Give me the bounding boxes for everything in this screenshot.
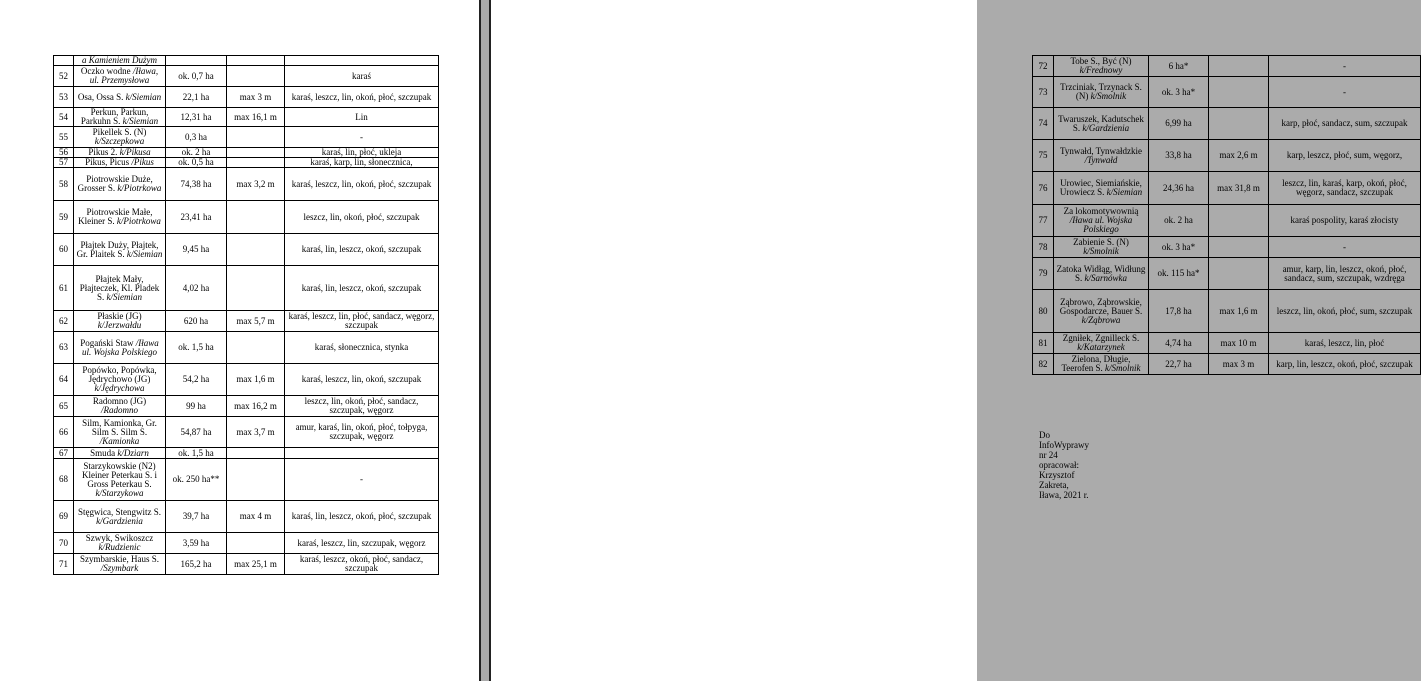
lake-name-cell (1054, 172, 1149, 205)
depth-cell: max 1,6 m (227, 364, 285, 396)
lake-location: /Szymbark (100, 563, 139, 573)
lake-name-cell (74, 533, 166, 554)
fish-species-cell: leszcz, lin, okoń, płoć, szczupak (285, 201, 439, 234)
lake-name: Zatoka Widłąg, Widłung S. (1056, 263, 1146, 283)
table-row (54, 554, 439, 575)
row-number-cell: 63 (54, 332, 74, 364)
fish-species-cell: - (1269, 56, 1421, 77)
table-row (1033, 172, 1421, 205)
depth-cell (1209, 237, 1269, 258)
lake-name: Płaskie (JG) (97, 311, 142, 321)
row-number-cell: 61 (54, 266, 74, 311)
lake-name-cell (1054, 354, 1149, 375)
row-number-cell: 62 (54, 311, 74, 332)
lake-location: k/Sarnówka (1084, 272, 1127, 283)
area-cell: 54,87 ha (166, 417, 227, 448)
depth-cell (1209, 205, 1269, 237)
table-row (54, 148, 439, 158)
table-row (1033, 205, 1421, 237)
depth-cell (1209, 108, 1269, 140)
lake-name: Zgniłek, Zgnilleck S. (1062, 333, 1140, 343)
row-number-cell: 71 (54, 554, 74, 575)
fish-species-cell: leszcz, lin, karaś, karp, okoń, płoć, węgorz, sandacz, szczupak (1269, 172, 1421, 205)
lake-name-cell (74, 168, 166, 201)
area-cell: ok. 3 ha* (1149, 237, 1209, 258)
row-number-cell: 82 (1033, 354, 1054, 375)
lake-location: /Iława, ul. Przemysłowa (89, 66, 159, 85)
table-row (54, 501, 439, 533)
lake-name-cell (1054, 290, 1149, 333)
row-number-cell: 65 (54, 396, 74, 417)
lake-location: k/Siemian (126, 248, 163, 259)
table-row (1033, 237, 1421, 258)
fish-species-cell: - (285, 459, 439, 501)
depth-cell (1209, 77, 1269, 108)
lake-location: k/Ząbrowa (1081, 314, 1121, 325)
table-row (1033, 77, 1421, 108)
fish-species-cell: karaś, lin, płoć, ukleja (285, 148, 439, 158)
table-row (54, 417, 439, 448)
lake-name-cell (1054, 205, 1149, 237)
row-number-cell: 59 (54, 201, 74, 234)
lake-name: Radomno (JG) (92, 396, 147, 406)
fish-species-cell: karaś, leszcz, lin, okoń, płoć, szczupak (285, 168, 439, 201)
lake-name: Twaruszek, Kadutschek S. (1058, 113, 1144, 133)
table-row (54, 364, 439, 396)
row-number-cell: 52 (54, 66, 74, 87)
fish-species-cell: karaś, lin, leszcz, okoń, szczupak (285, 266, 439, 311)
lake-name: Urowiec, Siemiańskie, Urowiecz S. (1059, 178, 1142, 197)
lake-location: k/Szczepkowa (94, 136, 145, 146)
table-row (54, 459, 439, 501)
area-cell: ok. 2 ha (166, 148, 227, 158)
fish-species-cell: karaś, leszcz, lin, okoń, płoć, szczupak (285, 87, 439, 108)
depth-cell (227, 148, 285, 158)
area-cell: 39,7 ha (166, 501, 227, 533)
fish-species-cell: karaś, leszcz, okoń, płoć, sandacz, szczupak (285, 554, 439, 575)
fish-species-cell: leszcz, lin, okoń, płoć, sandacz, szczupak, węgorz (285, 396, 439, 417)
depth-cell: max 16,2 m (227, 396, 285, 417)
lake-name: Pikellek S. (N) (92, 127, 147, 137)
lake-name: Stęgwica, Stengwitz S. (78, 506, 161, 517)
row-number-cell: 74 (1033, 108, 1054, 140)
lake-name-cell (74, 448, 166, 459)
lake-name-cell (1054, 333, 1149, 354)
lake-name-cell (1054, 140, 1149, 172)
lake-name: Płajtek Duży, Płajtek, Gr. Plaitek S. (76, 239, 159, 259)
lake-location: k/Katarzynek (1077, 342, 1125, 352)
lake-location: k/Gardzienia (96, 515, 143, 526)
lake-name-cell (74, 266, 166, 311)
row-number-cell: 60 (54, 234, 74, 266)
fish-species-cell: - (1269, 237, 1421, 258)
depth-cell (227, 56, 285, 66)
lake-location: /Kamionka (99, 435, 140, 446)
lake-name-cell (1054, 56, 1149, 77)
row-number-cell: 68 (54, 459, 74, 501)
fish-species-cell: karaś, słonecznica, stynka (285, 332, 439, 364)
table-row (54, 332, 439, 364)
table-row (54, 448, 439, 459)
fish-species-cell (285, 448, 439, 459)
row-number-cell: 69 (54, 501, 74, 533)
fish-species-cell: karaś, leszcz, lin, szczupak, węgorz (285, 533, 439, 554)
area-cell: ok. 250 ha** (166, 459, 227, 501)
lake-name: Piotrowskie Duże, Grosser S. (77, 174, 153, 193)
table-row (54, 66, 439, 87)
row-number-cell: 77 (1033, 205, 1054, 237)
lake-name: Za lokomotywownią (1063, 206, 1139, 216)
lake-name: Tynwałd, Tynwałdzkie (1059, 145, 1143, 156)
lake-name-cell (74, 364, 166, 396)
lake-location: k/Pikusa (119, 147, 151, 157)
area-cell: ok. 3 ha* (1149, 77, 1209, 108)
lake-name: Tobe S., Być (N) (1070, 56, 1132, 66)
table-row (54, 201, 439, 234)
area-cell: 9,45 ha (166, 234, 227, 266)
depth-cell (227, 234, 285, 266)
area-cell: 4,74 ha (1149, 333, 1209, 354)
lakes-table-left (53, 55, 439, 575)
row-number-cell: 73 (1033, 77, 1054, 108)
lake-location: k/Starzykowa (95, 487, 144, 498)
row-number-cell: 55 (54, 127, 74, 148)
depth-cell (227, 158, 285, 168)
lake-name: Pikus, Picus (85, 157, 132, 167)
lake-location: k/Smolnik (1105, 363, 1141, 373)
row-number-cell: 81 (1033, 333, 1054, 354)
table-row (54, 266, 439, 311)
lake-name: Pogański Staw (80, 337, 136, 348)
lake-name-cell (74, 87, 166, 108)
row-number-cell: 64 (54, 364, 74, 396)
depth-cell: max 3,2 m (227, 168, 285, 201)
table-row (54, 533, 439, 554)
area-cell: 6,99 ha (1149, 108, 1209, 140)
lake-name-cell (74, 311, 166, 332)
table-row (1033, 56, 1421, 77)
table-row (54, 311, 439, 332)
lake-location: k/Siemian (1106, 187, 1143, 197)
table-row (54, 108, 439, 127)
lake-location: k/Rudzienic (98, 542, 141, 552)
fish-species-cell: Lin (285, 108, 439, 127)
area-cell: 22,1 ha (166, 87, 227, 108)
area-cell: 3,59 ha (166, 533, 227, 554)
depth-cell (227, 332, 285, 364)
lake-location: k/Piotrkowa (116, 216, 161, 226)
depth-cell (227, 533, 285, 554)
area-cell: 165,2 ha (166, 554, 227, 575)
lake-name-cell (74, 56, 166, 66)
depth-cell: max 31,8 m (1209, 172, 1269, 205)
table-row (1033, 258, 1421, 290)
lake-name: Pikus 2. (88, 147, 120, 157)
lake-name-cell (74, 554, 166, 575)
lakes-table-right (1032, 55, 1421, 375)
area-cell: 6 ha* (1149, 56, 1209, 77)
lake-name-cell (1054, 258, 1149, 290)
depth-cell: max 25,1 m (227, 554, 285, 575)
depth-cell (227, 127, 285, 148)
row-number-cell: 78 (1033, 237, 1054, 258)
table-row (54, 127, 439, 148)
lake-location: k/Frednowy (1079, 65, 1123, 75)
lake-name: Ząbrowo, Ząbrowskie, Gospodarcze, Bauer S. (1059, 296, 1143, 316)
lake-name-cell (74, 127, 166, 148)
fish-species-cell: amur, karp, lin, leszcz, okoń, płoć, sandacz, sum, szczupak, wzdręga (1269, 258, 1421, 290)
lake-name: Osa, Ossa S. (77, 91, 126, 102)
row-number-cell: 79 (1033, 258, 1054, 290)
depth-cell: max 3 m (1209, 354, 1269, 375)
row-number-cell: 80 (1033, 290, 1054, 333)
lake-location: /Iława ul. Wojska Polskiego (82, 337, 159, 357)
lake-location: k/Gardzienia (1082, 122, 1130, 133)
depth-cell (1209, 56, 1269, 77)
area-cell: 620 ha (166, 311, 227, 332)
lake-name-cell (74, 201, 166, 234)
table-row (1033, 108, 1421, 140)
depth-cell: max 1,6 m (1209, 290, 1269, 333)
row-number-cell: 66 (54, 417, 74, 448)
lake-name: Popówko, Popówka, Jędrychowo (JG) (82, 365, 157, 384)
area-cell: ok. 0,5 ha (166, 158, 227, 168)
depth-cell: max 2,6 m (1209, 140, 1269, 172)
lake-location: /Radomno (101, 405, 138, 415)
row-number-cell: 75 (1033, 140, 1054, 172)
lake-name-cell (74, 417, 166, 448)
fish-species-cell: karaś, leszcz, lin, okoń, szczupak (285, 364, 439, 396)
lake-name-cell (1054, 108, 1149, 140)
area-cell: ok. 1,5 ha (166, 448, 227, 459)
lake-name-cell (74, 501, 166, 533)
row-number-cell: 54 (54, 108, 74, 127)
table-row (54, 158, 439, 168)
row-number-cell (54, 56, 74, 66)
area-cell: 54,2 ha (166, 364, 227, 396)
lake-name-cell (74, 158, 166, 168)
lake-location: /Pikus (131, 157, 154, 167)
row-number-cell: 76 (1033, 172, 1054, 205)
area-cell: 74,38 ha (166, 168, 227, 201)
row-number-cell: 53 (54, 87, 74, 108)
table-row (54, 87, 439, 108)
fish-species-cell: karaś pospolity, karaś złocisty (1269, 205, 1421, 237)
lake-location: k/Smolnik (1090, 91, 1127, 101)
area-cell: 24,36 ha (1149, 172, 1209, 205)
lake-name-cell (74, 332, 166, 364)
table-row (1033, 354, 1421, 375)
fish-species-cell: karp, płoć, sandacz, sum, szczupak (1269, 108, 1421, 140)
table-row (54, 56, 439, 66)
document-footer: Do InfoWyprawy nr 24 opracował: Krzysztof Zakreta, Iława, 2021 r. (1039, 430, 1089, 500)
document-page-right (489, 0, 1413, 681)
lake-location: k/Smolnik (1083, 246, 1119, 256)
lake-name: Perkun, Parkun, Parkuhn S. (80, 107, 149, 126)
area-cell: 33,8 ha (1149, 140, 1209, 172)
lake-name-cell (74, 108, 166, 127)
area-cell: ok. 115 ha* (1149, 258, 1209, 290)
row-number-cell: 72 (1033, 56, 1054, 77)
lake-name: Płajtek Mały, Płajteczek, Kl. Pladek S. (79, 273, 160, 302)
table-row (54, 396, 439, 417)
row-number-cell: 57 (54, 158, 74, 168)
lake-location: k/Jędrychowa (94, 383, 145, 393)
lake-name-cell (1054, 237, 1149, 258)
lake-name: Piotrowskie Małe, Kleiner S. (78, 207, 153, 226)
area-cell: 22,7 ha (1149, 354, 1209, 375)
table-row (1033, 333, 1421, 354)
lake-name: Zielona, Długie, Teerofen S. (1061, 354, 1131, 373)
area-cell: 12,31 ha (166, 108, 227, 127)
lake-name: Zabienie S. (N) (1073, 237, 1129, 247)
fish-species-cell: karaś, leszcz, lin, płoć, sandacz, węgorz, szczupak (285, 311, 439, 332)
fish-species-cell: - (285, 127, 439, 148)
depth-cell (227, 459, 285, 501)
lake-location: a Kamieniem Dużym (82, 55, 157, 65)
area-cell: 23,41 ha (166, 201, 227, 234)
depth-cell (227, 201, 285, 234)
row-number-cell: 58 (54, 168, 74, 201)
area-cell: 4,02 ha (166, 266, 227, 311)
fish-species-cell: karaś (285, 66, 439, 87)
lake-name: Szymbarskie, Haus S. (80, 554, 159, 564)
depth-cell: max 4 m (227, 501, 285, 533)
lake-name-cell (74, 66, 166, 87)
depth-cell (227, 448, 285, 459)
fish-species-cell: karaś, lin, leszcz, okoń, płoć, szczupak (285, 501, 439, 533)
lake-location: k/Siemian (106, 291, 142, 302)
table-row (1033, 140, 1421, 172)
lake-name: Starzykowskie (N2) Kleiner Peterkau S. i Gross Peterkau S. (82, 460, 157, 489)
fish-species-cell: karaś, lin, leszcz, okoń, szczupak (285, 234, 439, 266)
area-cell: 99 ha (166, 396, 227, 417)
depth-cell (1209, 258, 1269, 290)
lake-name-cell (74, 234, 166, 266)
lake-location: k/Siemian (122, 116, 159, 126)
area-cell: ok. 0,7 ha (166, 66, 227, 87)
row-number-cell: 67 (54, 448, 74, 459)
lake-name: Smuda (90, 447, 118, 458)
depth-cell (227, 66, 285, 87)
row-number-cell: 70 (54, 533, 74, 554)
depth-cell: max 16,1 m (227, 108, 285, 127)
area-cell (166, 56, 227, 66)
fish-species-cell: karaś, leszcz, lin, płoć (1269, 333, 1421, 354)
table-row (54, 234, 439, 266)
lake-location: k/Jerzwałdu (97, 320, 142, 330)
fish-species-cell: - (1269, 77, 1421, 108)
lake-name: Silm, Kamionka, Gr. Silm S. Silm S. (82, 417, 157, 437)
lake-location: k/Dziarn (117, 447, 149, 458)
lake-name: Trzciniak, Trzynack S. (N) (1060, 82, 1142, 101)
lake-location: k/Piotrkowa (117, 183, 162, 193)
fish-species-cell: karp, lin, leszcz, okoń, płoć, szczupak (1269, 354, 1421, 375)
lake-location: k/Siemian (125, 91, 162, 102)
lake-name-cell (74, 459, 166, 501)
area-cell: ok. 2 ha (1149, 205, 1209, 237)
lake-location: /Iława ul. Wojska Polskiego (1069, 215, 1133, 234)
lake-name-cell (1054, 77, 1149, 108)
fish-species-cell (285, 56, 439, 66)
fish-species-cell: karp, leszcz, płoć, sum, węgorz, (1269, 140, 1421, 172)
lake-name: Oczko wodne (80, 66, 133, 76)
lake-name-cell (74, 148, 166, 158)
fish-species-cell: leszcz, lin, okoń, płoć, sum, szczupak (1269, 290, 1421, 333)
depth-cell: max 3 m (227, 87, 285, 108)
lake-name-cell (74, 396, 166, 417)
area-cell: ok. 1,5 ha (166, 332, 227, 364)
area-cell: 17,8 ha (1149, 290, 1209, 333)
depth-cell: max 10 m (1209, 333, 1269, 354)
lake-location: /Tynwałd (1084, 154, 1118, 165)
table-row (1033, 290, 1421, 333)
row-number-cell: 56 (54, 148, 74, 158)
document-page-left (0, 0, 481, 681)
depth-cell (227, 266, 285, 311)
depth-cell: max 3,7 m (227, 417, 285, 448)
area-cell: 0,3 ha (166, 127, 227, 148)
table-row (54, 168, 439, 201)
fish-species-cell: karaś, karp, lin, słonecznica, (285, 158, 439, 168)
depth-cell: max 5,7 m (227, 311, 285, 332)
lake-name: Szwyk, Swikoszcz (85, 533, 154, 543)
fish-species-cell: amur, karaś, lin, okoń, płoć, tołpyga, szczupak, węgorz (285, 417, 439, 448)
